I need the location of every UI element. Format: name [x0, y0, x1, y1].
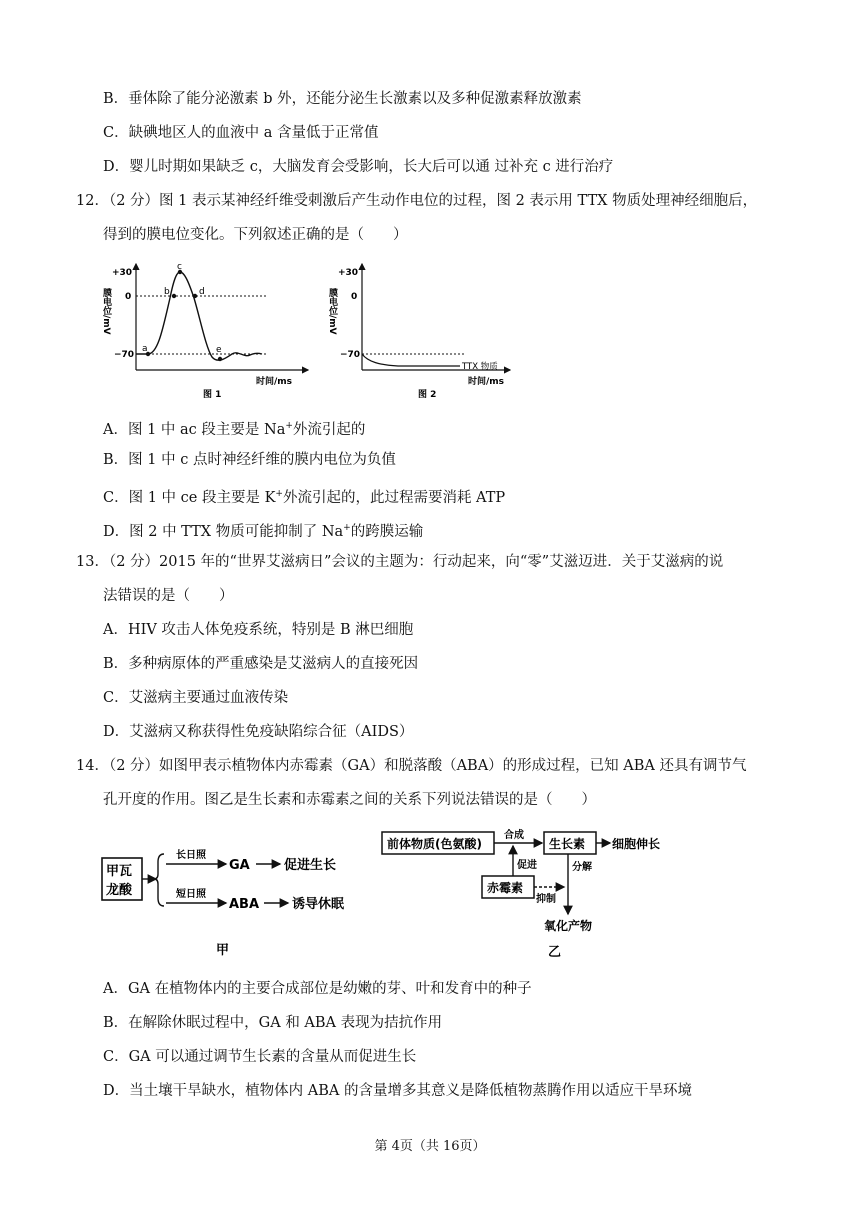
- yi-elong: 细胞伸长: [612, 837, 661, 851]
- q12-option-b: B．图 1 中 c 点时神经纤维的膜内电位为负值: [103, 452, 396, 468]
- q11-option-d: D．婴儿时期如果缺乏 c，大脑发育会受影响，长大后可以通 过补充 c 进行治疗: [103, 159, 614, 175]
- label-e: e: [216, 345, 222, 355]
- q12-option-d: D．图 2 中 TTX 物质可能抑制了 Na+的跨膜运输: [103, 523, 424, 540]
- fig2-tick-minus70: −70: [340, 350, 361, 360]
- q12-stem-line1: 12．（2 分）图 1 表示某神经纤维受刺激后产生动作电位的过程，图 2 表示用 TTX 物质处理神经细胞后，: [76, 193, 758, 209]
- yi-caption: 乙: [548, 945, 562, 960]
- yi-precursor: 前体物质(色氨酸): [387, 837, 482, 851]
- q14-stem-line2: 孔开度的作用。图乙是生长素和赤霉素之间的关系下列说法错误的是（ ）: [103, 792, 596, 808]
- point-e: [218, 357, 222, 361]
- q14-option-d: D．当土壤干旱缺水，植物体内 ABA 的含量增多其意义是降低植物蒸腾作用以适应干旱环境: [103, 1083, 692, 1099]
- q13-option-c: C．艾滋病主要通过血液传染: [103, 690, 289, 706]
- fig2-xlabel: 时间/ms: [468, 377, 505, 387]
- q13-option-b: B．多种病原体的严重感染是艾滋病人的直接死因: [103, 656, 419, 672]
- q13-option-d: D．艾滋病又称获得性免疫缺陷综合征（AIDS）: [103, 724, 414, 740]
- jia-effect-1: 促进生长: [284, 858, 337, 873]
- q14-option-a: A．GA 在植物体内的主要合成部位是幼嫩的芽、叶和发育中的种子: [103, 981, 532, 997]
- q13-stem-line2: 法错误的是（ ）: [103, 588, 234, 604]
- q14-option-b: B．在解除休眠过程中，GA 和 ABA 表现为拮抗作用: [103, 1015, 443, 1031]
- jia-product-2: ABA: [229, 897, 260, 912]
- q11-option-c: C．缺碘地区人的血液中 a 含量低于正常值: [103, 125, 379, 141]
- q12-figure-1: [101, 258, 318, 400]
- point-d: [193, 294, 197, 298]
- q11-option-b: B．垂体除了能分泌激素 b 外，还能分泌生长激素以及多种促激素释放激素: [103, 91, 582, 107]
- tick-minus70: −70: [114, 350, 135, 360]
- yi-ga: 赤霉素: [487, 881, 524, 895]
- yi-decompose: 分解: [572, 862, 592, 873]
- source-text-1: 甲瓦: [106, 864, 133, 879]
- jia-cond-2: 短日照: [176, 889, 206, 900]
- label-a: a: [142, 344, 148, 354]
- yi-oxid: 氧化产物: [544, 919, 593, 933]
- yi-inhibit: 抑制: [536, 894, 556, 905]
- q14-diagram-yi: [378, 826, 678, 966]
- page-footer: 第 4页（共 16页）: [374, 1139, 486, 1154]
- yi-synth: 合成: [504, 830, 524, 841]
- source-text-2: 龙酸: [106, 883, 133, 898]
- q12-figure-2: [318, 258, 518, 400]
- fig2-caption: 图 2: [418, 390, 437, 400]
- label-b: b: [164, 287, 170, 297]
- jia-product-1: GA: [229, 858, 250, 873]
- q14-stem-line1: 14．（2 分）如图甲表示植物体内赤霉素（GA）和脱落酸（ABA）的形成过程，已知 ABA 还具有调节气: [76, 758, 747, 774]
- q12-option-c: C．图 1 中 ce 段主要是 K+外流引起的，此过程需要消耗 ATP: [103, 489, 506, 506]
- tick-0: 0: [125, 292, 132, 302]
- fig1-caption: 图 1: [203, 390, 222, 400]
- fig2-tick-plus30: +30: [338, 268, 359, 278]
- fig2-curve-label: TTX 物质: [462, 362, 498, 372]
- q12-stem-line2: 得到的膜电位变化。下列叙述正确的是（ ）: [103, 227, 408, 243]
- q13-option-a: A．HIV 攻击人体免疫系统，特别是 B 淋巴细胞: [103, 622, 414, 638]
- q14-diagram-jia: [98, 840, 398, 968]
- tick-plus30: +30: [112, 268, 133, 278]
- jia-cond-1: 长日照: [176, 850, 206, 861]
- point-b: [172, 294, 176, 298]
- yi-promote: 促进: [517, 860, 537, 871]
- fig2-ylabel: 膜电位/mV: [327, 288, 337, 335]
- jia-effect-2: 诱导休眠: [292, 897, 345, 912]
- fig2-tick-0: 0: [351, 292, 358, 302]
- q12-option-a: A．图 1 中 ac 段主要是 Na+外流引起的: [103, 421, 366, 438]
- fig1-xlabel: 时间/ms: [256, 377, 293, 387]
- fig1-ylabel: 膜电位/mV: [101, 288, 111, 335]
- label-d: d: [199, 287, 205, 297]
- yi-auxin: 生长素: [549, 837, 586, 851]
- label-c: c: [177, 262, 182, 272]
- jia-caption: 甲: [216, 943, 230, 958]
- q13-stem-line1: 13．（2 分）2015 年的“世界艾滋病日”会议的主题为：行动起来，向“零”艾滋迈进．关于艾滋病的说: [76, 554, 724, 570]
- q14-option-c: C．GA 可以通过调节生长素的含量从而促进生长: [103, 1049, 417, 1065]
